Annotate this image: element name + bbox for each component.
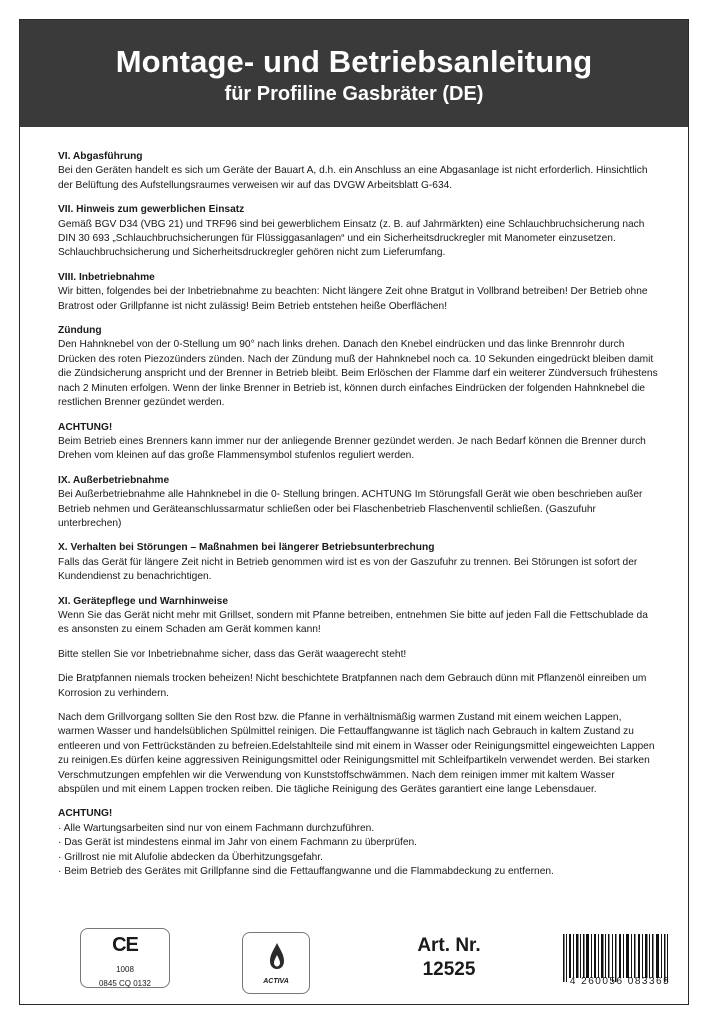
barcode-number: 4 260056 083365 xyxy=(569,976,671,987)
section-zuendung xyxy=(58,324,658,410)
list-item: · Alle Wartungsarbeiten sind nur von einem Fachmann durchzuführen. xyxy=(58,822,375,834)
section-heading: XI. Gerätepflege und Warnhinweise xyxy=(58,595,229,607)
section-heading: VII. Hinweis zum gewerblichen Einsatz xyxy=(58,204,245,216)
document-subtitle: für Profiline Gasbräter (DE) xyxy=(224,83,484,105)
ce-notified-body-number: 1008 xyxy=(116,965,134,974)
article-number-value: 12525 xyxy=(422,959,476,980)
article-number-block xyxy=(405,934,493,982)
section-heading: X. Verhalten bei Störungen – Maßnahmen bei längerer Betriebsunterbrechung xyxy=(58,542,435,554)
section-geraetepflege xyxy=(58,595,658,798)
section-achtung-wartung xyxy=(58,807,658,879)
document-body xyxy=(58,150,658,889)
ce-mark-icon: CE xyxy=(112,934,138,956)
document-header xyxy=(20,20,688,127)
logo-wordmark: ACTIVA xyxy=(263,978,289,985)
list-item: · Das Gerät ist mindestens einmal im Jahr von einem Fachmann zu überprüfen. xyxy=(58,837,417,849)
section-paragraph: Bitte stellen Sie vor Inbetriebnahme sicher, dass das Gerät waagerecht steht! xyxy=(58,648,407,660)
list-item: · Grillrost nie mit Alufolie abdecken da Überhitzungsgefahr. xyxy=(58,851,324,863)
section-paragraph: Nach dem Grillvorgang sollten Sie den Rost bzw. die Pfanne in verhältnismäßig warmen Zustand mit einem weichen Lappen, warmen Wasser und handelsüblichen Spülmittel reinigen. Die Fettauffangwanne ist täglich nach Gebrauch in kaltem Zustand zu entleeren und von Fettrückständen zu befreien.Edelstahlteile sind mit einem in Wasser oder Reinigungsmittel eingeweichten Lappen zu reinigen.Es dürfen keine aggressiven Reinigungsmittel oder Reinigungsmittel mit Schleifpartikeln verwendet werden. Bei starken Verschmutzungen empfehlen wir die Verwendung von Kunststoffschwämmen. Nach dem reinigen immer mit kaltem Wasser abspülen und mit einem Lappen trocken reiben. Die tägliche Reinigung des Gerätes garantiert eine lange Lebensdauer. xyxy=(58,712,655,796)
section-paragraph: Die Bratpfannen niemals trocken beheizen! Nicht beschichtete Bratpfannen nach dem Gebrauch dünn mit Pflanzenöl einreiben um Korrosion zu verhindern. xyxy=(58,673,647,699)
activa-logo xyxy=(242,932,310,994)
section-achtung-brenner xyxy=(58,421,658,464)
list-item: · Beim Betrieb des Gerätes mit Grillpfanne sind die Fettauffangwanne und die Flammabdeckung zu entfernen. xyxy=(58,866,554,878)
section-paragraph: Falls das Gerät für längere Zeit nicht in Betrieb genommen wird ist es von der Gaszufuhr zu trennen. Bei Störungen ist sofort der Kundendienst zu benachrichtigen. xyxy=(58,556,638,583)
section-heading: ACHTUNG! xyxy=(58,421,113,433)
section-inbetriebnahme xyxy=(58,271,658,314)
section-paragraph: Wir bitten, folgendes bei der Inbetriebnahme zu beachten: Nicht längere Zeit ohne Bratgut in Vollbrand betreiben! Der Betrieb ohne Bratrost oder Grillpfanne ist nicht zulässig! Beim Betrieb entstehen heiße Oberflächen! xyxy=(58,286,648,312)
document-title: Montage- und Betriebsanleitung xyxy=(115,44,593,79)
section-heading: ACHTUNG! xyxy=(58,808,113,820)
section-heading: Zündung xyxy=(58,325,102,337)
section-paragraph: Beim Betrieb eines Brenners kann immer nur der anliegende Brenner gezündet werden. Je nach Bedarf können die Brenner durch Drehen vom kleinen auf das große Flammensymbol stufenlos reguliert werden. xyxy=(58,435,646,462)
ce-registration-code: 0845 CQ 0132 xyxy=(98,979,152,988)
article-number-label: Art. Nr. xyxy=(417,935,481,956)
warning-list xyxy=(58,822,658,880)
section-paragraph: Bei den Geräten handelt es sich um Geräte der Bauart A, d.h. ein Anschluss an eine Abgasanlage ist nicht erforderlich. Hinsichtlich der Belüftung des Aufstellungsraumes verweisen wir auf das DVGW Arbeitsblatt G-634. xyxy=(58,165,648,191)
section-ausserbetriebnahme xyxy=(58,474,658,532)
section-paragraph: Gemäß BGV D34 (VBG 21) und TRF96 sind bei gewerblichem Einsatz (z. B. auf Jahrmärkten) eine Schlauchbruchsicherung nach DIN 30 693 „Schlauchbruchsicherungen für Flüssiggasanlagen“ und ein Sicherheitsdruckregler mit Manometer einzusetzen. Schlauchbruchsicherung und Sicherheitsdruckregler gehören nicht zum Lieferumfang. xyxy=(58,218,645,259)
section-paragraph: Den Hahnknebel von der 0-Stellung um 90° nach links drehen. Danach den Knebel eindrücken und das linke Brennrohr durch Drücken des roten Piezozünders zünden. Nach der Zündung muß der Hahnknebel noch ca. 10 Sekunden eingedrückt bleiben damit die Zündsicherung anspricht und der Brenner in Betrieb bleibt. Beim Erlöschen der Flamme darf ein weiterer Zündversuch frühestens nach 2 Minuten erfolgen. Wenn der linke Brenner in Betrieb ist, können durch einfaches Eindrücken der folgenden Hahnknebel die restlichen Brenner gezündet werden. xyxy=(58,339,658,409)
section-stoerungen xyxy=(58,541,658,584)
section-paragraph: Bei Außerbetriebnahme alle Hahnknebel in die 0- Stellung bringen. ACHTUNG Im Störungsfall Gerät wie oben beschrieben außer Betrieb nehmen und Geräteanschlussarmatur schließen oder bei Flaschenbetrieb Flaschenventil schließen. (Gaszufuhr unterbrechen) xyxy=(58,489,643,529)
section-heading: IX. Außerbetriebnahme xyxy=(58,474,170,486)
flame-icon xyxy=(243,933,311,979)
section-gewerblicher-einsatz xyxy=(58,203,658,261)
document-footer xyxy=(20,928,688,1000)
section-heading: VIII. Inbetriebnahme xyxy=(58,271,155,283)
section-heading: VI. Abgasführung xyxy=(58,151,143,162)
section-abgasfuehrung xyxy=(58,150,658,193)
section-paragraph: Wenn Sie das Gerät nicht mehr mit Grillset, sondern mit Pfanne betreiben, entnehmen Sie bitte auf jeden Fall die Fettschublade da es ansonsten zu einem Schaden am Gerät kommen kann! xyxy=(58,609,648,636)
